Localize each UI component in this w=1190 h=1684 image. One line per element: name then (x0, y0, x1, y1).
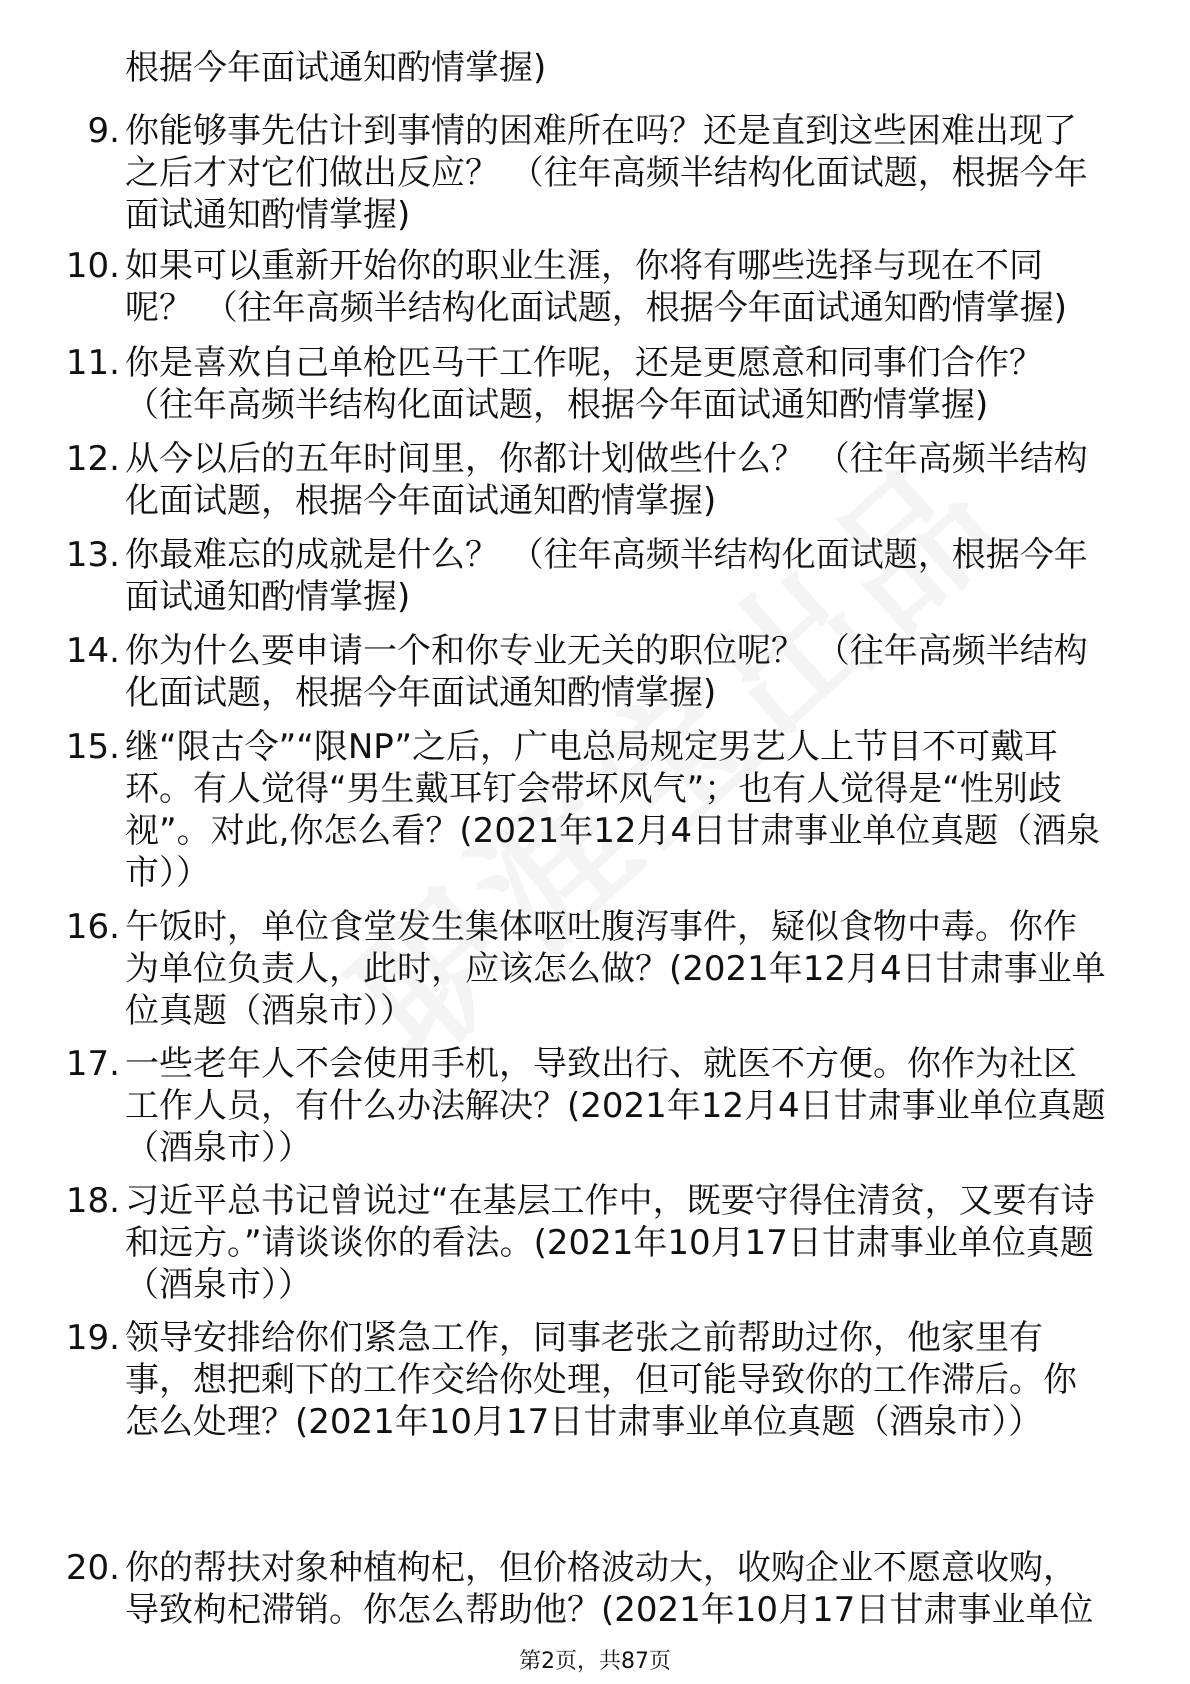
question-line: 市）） (125, 853, 210, 893)
question-line: （往年高频半结构化面试题，根据今年面试通知酌情掌握) (125, 385, 989, 425)
question-line: 怎么处理？(2021年10月17日甘肃事业单位真题（酒泉市）） (125, 1402, 1043, 1442)
question-number: 13. (65, 535, 120, 575)
question-number: 11. (65, 343, 120, 383)
question-number: 9. (87, 111, 120, 151)
question-line: 视”。对此,你怎么看？(2021年12月4日甘肃事业单位真题（酒泉 (125, 811, 1101, 851)
question-line: 环。有人觉得“男生戴耳钉会带坏风气”；也有人觉得是“性别歧 (125, 769, 1062, 809)
question-line: 面试通知酌情掌握) (125, 577, 411, 617)
question-line: 你能够事先估计到事情的困难所在吗？还是直到这些困难出现了 (125, 111, 1077, 151)
page-footer (0, 1647, 1190, 1677)
question-line: 呢？ （往年高频半结构化面试题，根据今年面试通知酌情掌握) (125, 288, 1068, 328)
question-line: 领导安排给你们紧急工作，同事老张之前帮助过你，他家里有 (125, 1318, 1043, 1358)
question-number: 16. (65, 907, 120, 947)
question-line: 如果可以重新开始你的职业生涯，你将有哪些选择与现在不同 (125, 246, 1043, 286)
question-line: 化面试题，根据今年面试通知酌情掌握) (125, 481, 717, 521)
question-line: 你最难忘的成就是什么？ （往年高频半结构化面试题，根据今年 (125, 535, 1088, 575)
question-number: 15. (65, 727, 120, 767)
question-line: 位真题（酒泉市）） (125, 991, 414, 1031)
question-line: 面试通知酌情掌握) (125, 195, 411, 235)
question-line: （酒泉市）） (125, 1128, 312, 1168)
question-line: 化面试题，根据今年面试通知酌情掌握) (125, 673, 717, 713)
question-number: 18. (65, 1181, 120, 1221)
question-line: 之后才对它们做出反应？ （往年高频半结构化面试题，根据今年 (125, 153, 1088, 193)
question-line: 你是喜欢自己单枪匹马干工作呢，还是更愿意和同事们合作？ (125, 343, 1043, 383)
continued-line: 根据今年面试通知酌情掌握) (125, 48, 547, 88)
question-line: 为单位负责人，此时，应该怎么做？(2021年12月4日甘肃事业单 (125, 949, 1106, 989)
question-line: 你的帮扶对象种植枸杞，但价格波动大，收购企业不愿意收购， (125, 1548, 1077, 1588)
question-line: 一些老年人不会使用手机，导致出行、就医不方便。你作为社区 (125, 1044, 1077, 1084)
question-line: 事，想把剩下的工作交给你处理，但可能导致你的工作滞后。你 (125, 1360, 1077, 1400)
page-number-label: 第2页，共87页 (519, 1649, 671, 1674)
question-line: 导致枸杞滞销。你怎么帮助他？(2021年10月17日甘肃事业单位 (125, 1590, 1094, 1630)
question-number: 19. (65, 1318, 120, 1358)
question-line: （酒泉市）） (125, 1265, 312, 1305)
question-line: 你为什么要申请一个和你专业无关的职位呢？ （往年高频半结构 (125, 631, 1088, 671)
question-number: 17. (65, 1044, 120, 1084)
question-number: 12. (65, 439, 120, 479)
question-line: 午饭时，单位食堂发生集体呕吐腹泻事件，疑似食物中毒。你作 (125, 907, 1077, 947)
question-number: 20. (65, 1548, 120, 1588)
question-number: 10. (65, 246, 120, 286)
question-number: 14. (65, 631, 120, 671)
question-line: 和远方。”请谈谈你的看法。(2021年10月17日甘肃事业单位真题 (125, 1223, 1094, 1263)
question-line: 习近平总书记曾说过“在基层工作中，既要守得住清贫，又要有诗 (125, 1181, 1095, 1221)
question-line: 工作人员，有什么办法解决？(2021年12月4日甘肃事业单位真题 (125, 1086, 1106, 1126)
question-line: 从今以后的五年时间里，你都计划做些什么？ （往年高频半结构 (125, 439, 1088, 479)
question-line: 继“限古令”“限NP”之后，广电总局规定男艺人上节目不可戴耳 (125, 727, 1059, 767)
